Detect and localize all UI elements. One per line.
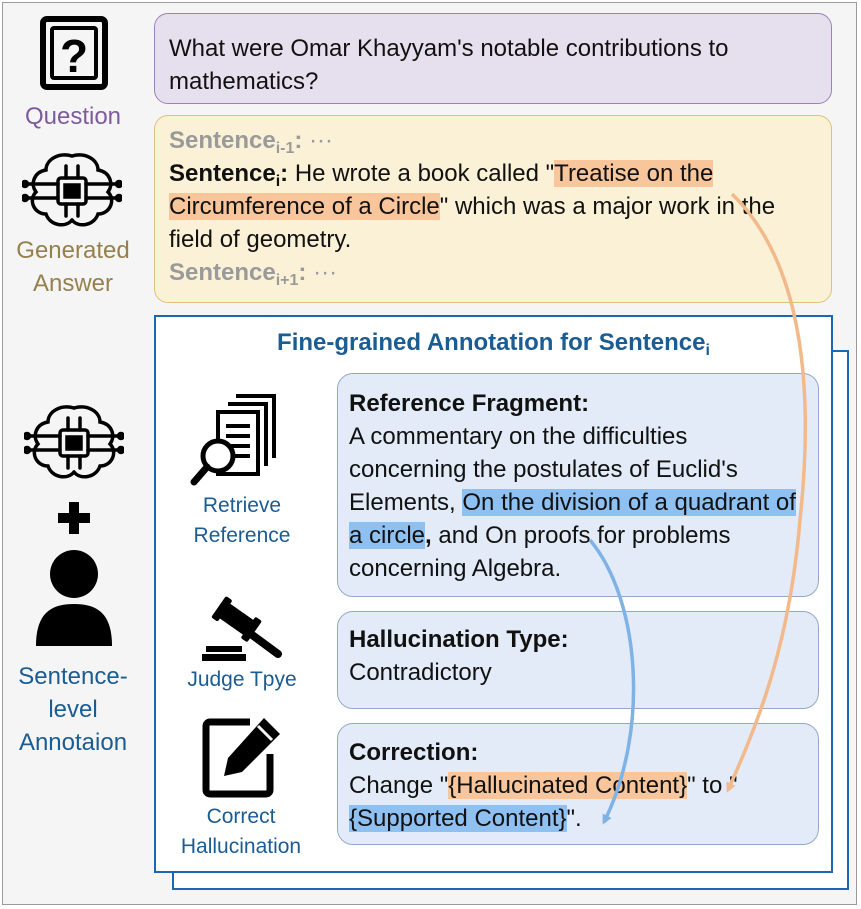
current-sentence: Sentence$_i$: He wrote a book called "Treatise on the Circumference of a Circle" which was a major work in the field of geometry. xyxy=(169,160,776,253)
question-box xyxy=(154,13,832,104)
document-search-icon xyxy=(190,392,286,488)
retrieve-reference-label: Retrieve Reference xyxy=(193,494,291,547)
correction-box xyxy=(337,723,819,845)
question-text: What were Omar Khayyam's notable contributions to mathematics? xyxy=(169,35,729,95)
correct-hallucination-label: Correct Hallucination xyxy=(180,805,302,858)
person-icon xyxy=(32,548,116,648)
svg-text:?: ? xyxy=(59,30,89,82)
brain-chip-icon xyxy=(24,402,124,484)
hallucination-type-box xyxy=(337,611,819,709)
judge-type-label: Judge Tpye xyxy=(187,668,297,691)
correction-text: Change "{Hallucinated Content}" to "{Supported Content}". xyxy=(349,772,738,832)
question-label: Question xyxy=(24,103,122,130)
generated-answer-label: Generated Answer xyxy=(16,237,130,297)
plus-icon xyxy=(56,500,92,536)
type-value: Contradictory xyxy=(349,659,492,686)
supported-span: On the division of a quadrant of a circle xyxy=(349,489,796,549)
brain-chip-icon xyxy=(22,150,122,232)
question-icon xyxy=(38,14,110,92)
generated-answer-box xyxy=(154,115,832,303)
sentence-level-annotation-label: Sentence- level Annotaion xyxy=(18,663,128,756)
annotation-title: Fine-grained Annotation for Sentence$_i$ xyxy=(277,329,710,359)
supported-placeholder: {Supported Content} xyxy=(349,805,567,832)
edit-icon xyxy=(200,714,286,800)
type-heading: Hallucination Type: xyxy=(349,626,569,653)
correction-heading: Correction: xyxy=(349,739,479,766)
previous-sentence: Sentence$_{i-1}$: ··· xyxy=(169,127,334,157)
hallucinated-span: Treatise on the Circumference of a Circle xyxy=(169,160,714,220)
reference-fragment-box xyxy=(337,373,819,597)
reference-text: A commentary on the difficulties concerning the postulates of Euclid's Elements, On the division of a quadrant of a circle, and On proofs for problems concerning Algebra. xyxy=(349,423,796,582)
gavel-icon xyxy=(200,594,286,662)
next-sentence: Sentence$_{i+1}$: ··· xyxy=(169,259,338,289)
reference-heading: Reference Fragment: xyxy=(349,390,590,417)
hallucinated-placeholder: {Hallucinated Content} xyxy=(448,772,688,799)
